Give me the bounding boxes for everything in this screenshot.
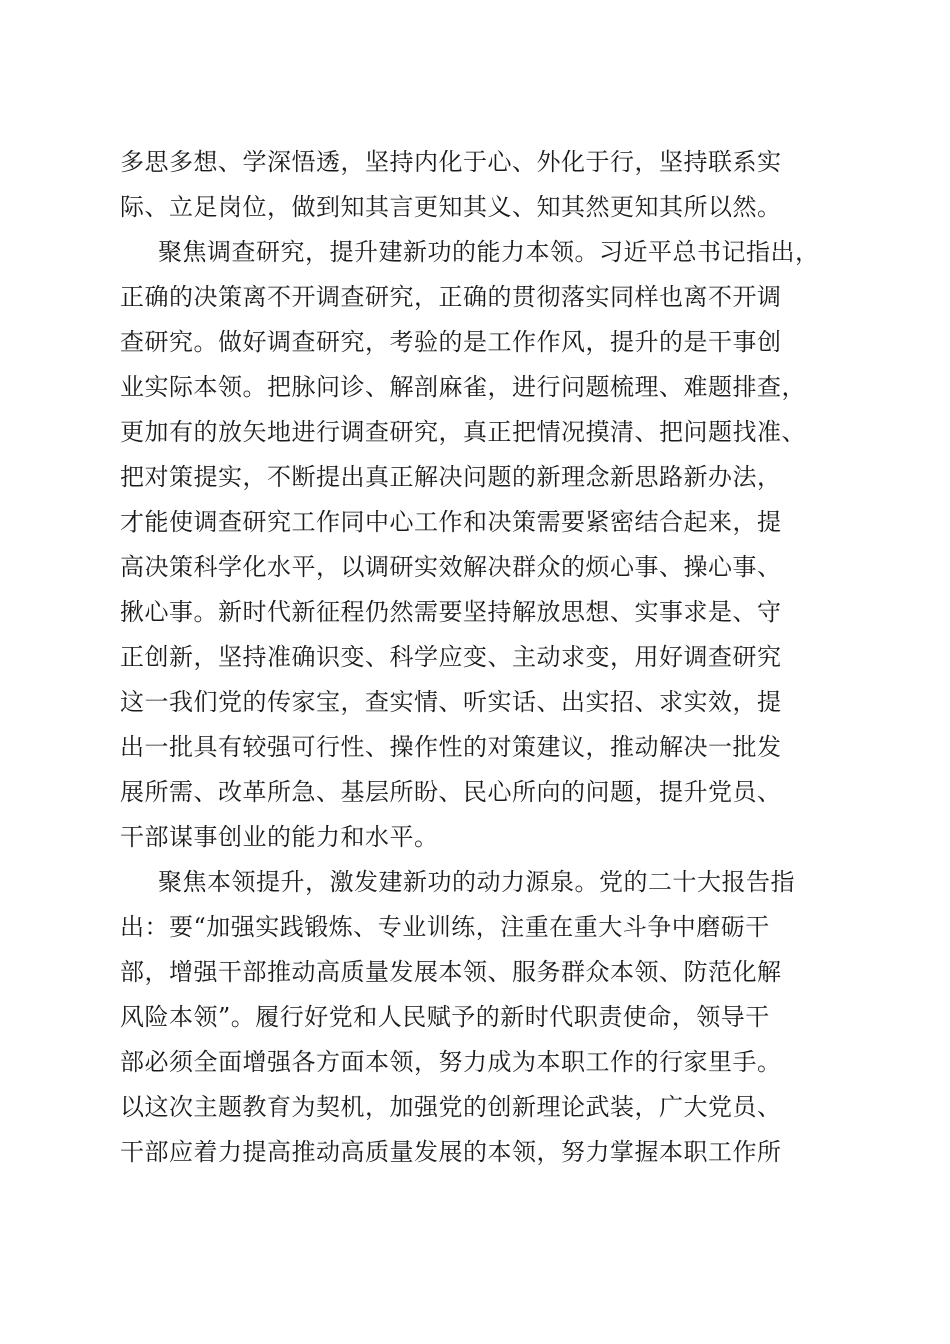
text-line: 多思多想、学深悟透，坚持内化于心、外化于行，坚持联系实	[120, 148, 782, 176]
text-line: 揪心事。新时代新征程仍然需要坚持解放思想、实事求是、守	[120, 598, 782, 626]
paragraph-first-line: 聚焦调查研究，提升建新功的能力本领。习近平总书记指出，	[158, 238, 820, 266]
text-line: 以这次主题教育为契机，加强党的创新理论武装，广大党员、	[120, 1093, 782, 1121]
text-line: 正创新，坚持准确识变、科学应变、主动求变，用好调查研究	[120, 643, 782, 671]
text-line: 展所需、改革所急、基层所盼、民心所向的问题，提升党员、	[120, 778, 782, 806]
text-line: 更加有的放矢地进行调查研究，真正把情况摸清、把问题找准、	[120, 418, 806, 446]
document-body	[120, 140, 830, 1175]
text-line: 际、立足岗位，做到知其言更知其义、知其然更知其所以然。	[120, 193, 782, 221]
text-line: 正确的决策离不开调查研究，正确的贯彻落实同样也离不开调	[120, 283, 782, 311]
text-line: 出：要“加强实践锻炼、专业训练，注重在重大斗争中磨砺干	[120, 913, 770, 941]
text-line: 查研究。做好调查研究，考验的是工作作风，提升的是干事创	[120, 328, 782, 356]
text-line: 风险本领”。履行好党和人民赋予的新时代职责使命，领导干	[120, 1003, 770, 1031]
text-line: 才能使调查研究工作同中心工作和决策需要紧密结合起来，提	[120, 508, 782, 536]
text-line: 干部应着力提高推动高质量发展的本领，努力掌握本职工作所	[120, 1138, 782, 1166]
text-line: 部，增强干部推动高质量发展本领、服务群众本领、防范化解	[120, 958, 782, 986]
text-line: 出一批具有较强可行性、操作性的对策建议，推动解决一批发	[120, 733, 782, 761]
text-line: 高决策科学化水平，以调研实效解决群众的烦心事、操心事、	[120, 553, 782, 581]
text-line: 部必须全面增强各方面本领，努力成为本职工作的行家里手。	[120, 1048, 782, 1076]
text-line: 这一我们党的传家宝，查实情、听实话、出实招、求实效，提	[120, 688, 782, 716]
text-line: 干部谋事创业的能力和水平。	[120, 823, 439, 851]
paragraph-first-line: 聚焦本领提升，激发建新功的动力源泉。党的二十大报告指	[158, 868, 795, 896]
text-line: 把对策提实，不断提出真正解决问题的新理念新思路新办法，	[120, 463, 782, 491]
text-line: 业实际本领。把脉问诊、解剖麻雀，进行问题梳理、难题排查，	[120, 373, 806, 401]
